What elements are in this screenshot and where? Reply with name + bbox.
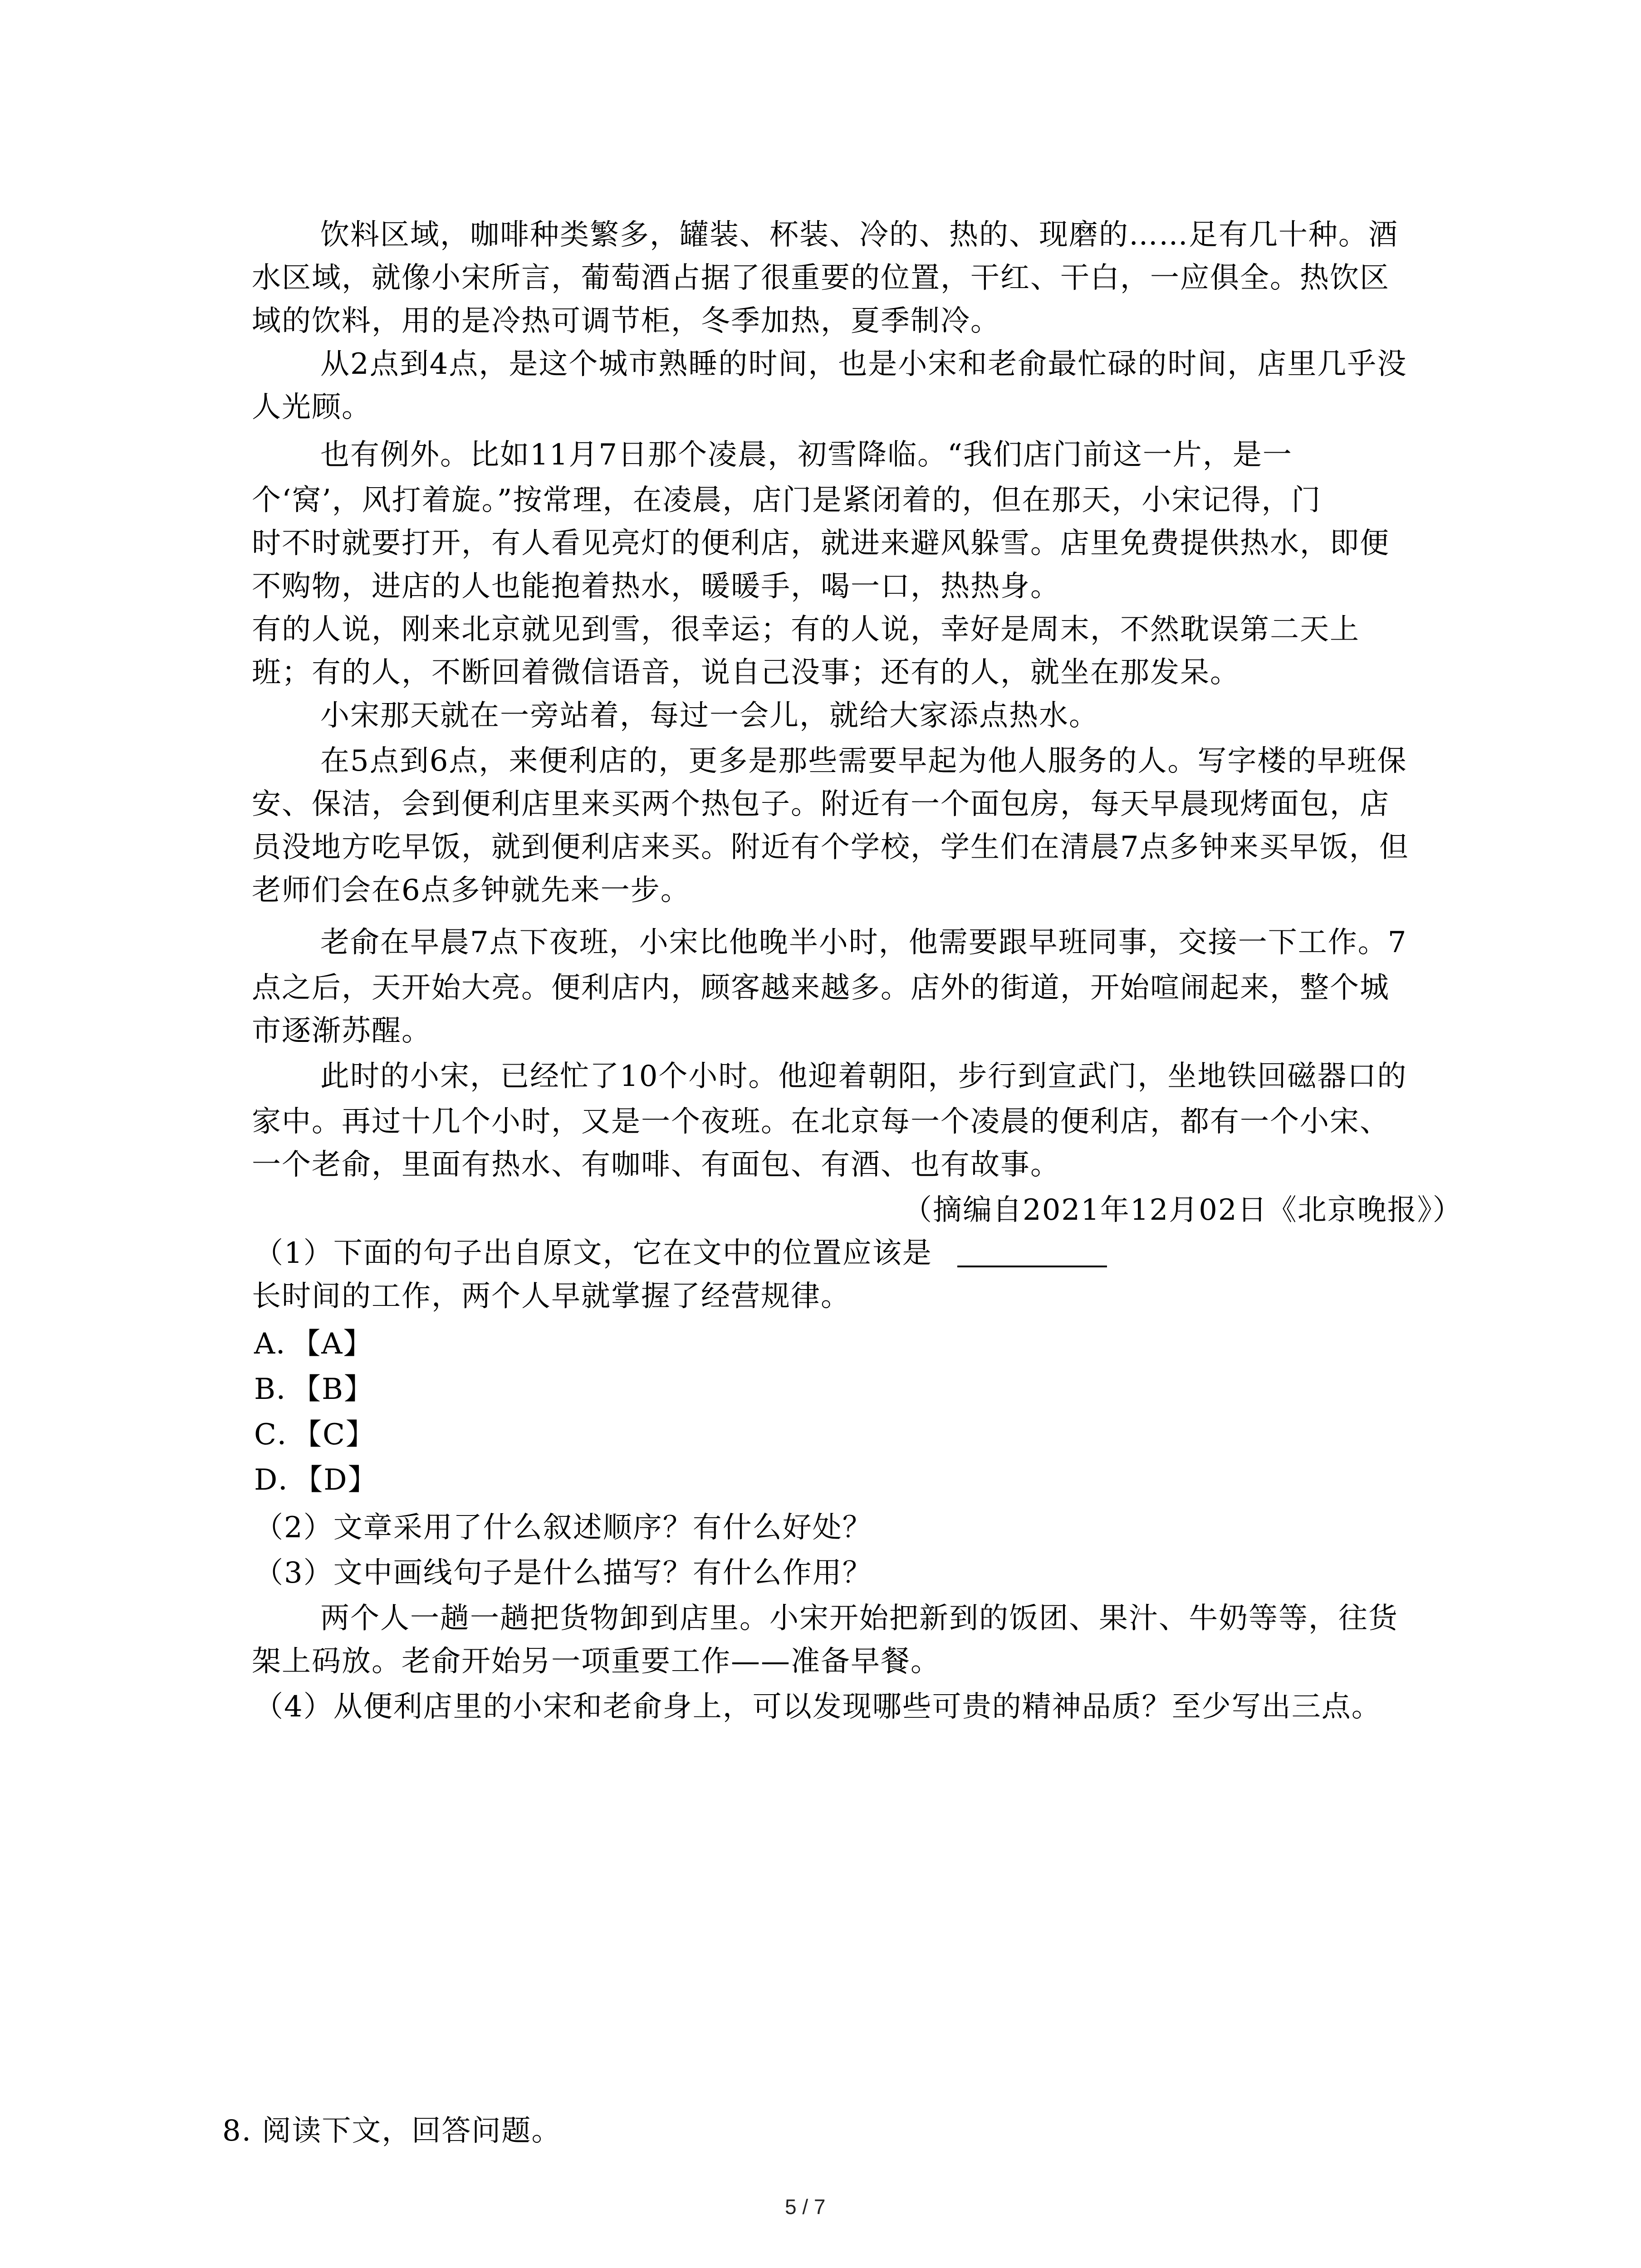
passage-line: 此时的小宋，已经忙了10个小时。他迎着朝阳，步行到宣武门，坐地铁回磁器口的 (320, 1060, 1407, 1093)
option-b[interactable]: B．【B】 (254, 1373, 374, 1406)
question-1-sentence: 长时间的工作，两个人早就掌握了经营规律。 (252, 1280, 851, 1313)
passage-line: 水区域，就像小宋所言，葡萄酒占据了很重要的位置，干红、干白，一应俱全。热饮区 (252, 261, 1390, 295)
passage-line: 人光顾。 (252, 391, 372, 424)
passage-line: 小宋那天就在一旁站着，每过一会儿，就给大家添点热水。 (320, 699, 1099, 733)
option-c[interactable]: C．【C】 (254, 1418, 376, 1452)
question-3-quote: 两个人一趟一趟把货物卸到店里。小宋开始把新到的饭团、果汁、牛奶等等，往货 (320, 1602, 1398, 1635)
option-d[interactable]: D．【D】 (254, 1463, 378, 1497)
passage-line: 也有例外。比如11月7日那个凌晨，初雪降临。“我们店门前这一片，是一 (320, 438, 1293, 472)
answer-blank[interactable] (957, 1266, 1107, 1267)
passage-line: 员没地方吃早饭，就到便利店来买。附近有个学校，学生们在清晨7点多钟来买早饭，但 (252, 831, 1409, 864)
passage-line: 域的饮料，用的是冷热可调节柜，冬季加热，夏季制冷。 (252, 304, 1000, 338)
option-a[interactable]: A．【A】 (254, 1327, 373, 1361)
passage-line: 老俞在早晨7点下夜班，小宋比他晚半小时，他需要跟早班同事，交接一下工作。7 (320, 926, 1407, 959)
question-3-quote: 架上码放。老俞开始另一项重要工作——准备早餐。 (252, 1645, 941, 1678)
question-1: （1）下面的句子出自原文，它在文中的位置应该是 (254, 1237, 932, 1270)
passage-line: 点之后，天开始大亮。便利店内，顾客越来越多。店外的街道，开始喧闹起来，整个城 (252, 971, 1390, 1005)
passage-line: 家中。再过十几个小时，又是一个夜班。在北京每一个凌晨的便利店，都有一个小宋、 (252, 1105, 1390, 1139)
passage-line: 从2点到4点，是这个城市熟睡的时间，也是小宋和老俞最忙碌的时间，店里几乎没 (320, 347, 1407, 381)
passage-line: 安、保洁，会到便利店里来买两个热包子。附近有一个面包房，每天早晨现烤面包，店 (252, 787, 1390, 821)
next-question-heading: 8. 阅读下文，回答问题。 (222, 2114, 562, 2148)
question-2: （2）文章采用了什么叙述顺序？有什么好处？ (254, 1511, 872, 1545)
page-number: 5 / 7 (785, 2195, 826, 2219)
passage-line: 饮料区域，咖啡种类繁多，罐装、杯装、冷的、热的、现磨的……足有几十种。酒 (320, 218, 1398, 252)
passage-line: 市逐渐苏醒。 (252, 1014, 431, 1048)
source-citation: （摘编自2021年12月02日《北京晚报》） (903, 1193, 1463, 1227)
question-3: （3）文中画线句子是什么描写？有什么作用？ (254, 1556, 872, 1590)
passage-line: 时不时就要打开，有人看见亮灯的便利店，就进来避风躲雪。店里免费提供热水，即便 (252, 527, 1390, 560)
passage-line: 老师们会在6点多钟就先来一步。 (252, 874, 691, 907)
passage-line: 一个老俞，里面有热水、有咖啡、有面包、有酒、也有故事。 (252, 1148, 1060, 1182)
passage-line: 在5点到6点，来便利店的，更多是那些需要早起为他人服务的人。写字楼的早班保 (320, 744, 1407, 778)
question-4: （4）从便利店里的小宋和老俞身上，可以发现哪些可贵的精神品质？至少写出三点。 (254, 1690, 1381, 1724)
passage-line: 个‘窝’，风打着旋。”按常理，在凌晨，店门是紧闭着的，但在那天，小宋记得，门 (252, 484, 1322, 517)
passage-line: 班；有的人，不断回着微信语音，说自己没事；还有的人，就坐在那发呆。 (252, 656, 1240, 689)
passage-line: 不购物，进店的人也能抱着热水，暖暖手，喝一口，热热身。 (252, 570, 1060, 603)
passage-line: 有的人说，刚来北京就见到雪，很幸运；有的人说，幸好是周末，不然耽误第二天上 (252, 613, 1360, 646)
